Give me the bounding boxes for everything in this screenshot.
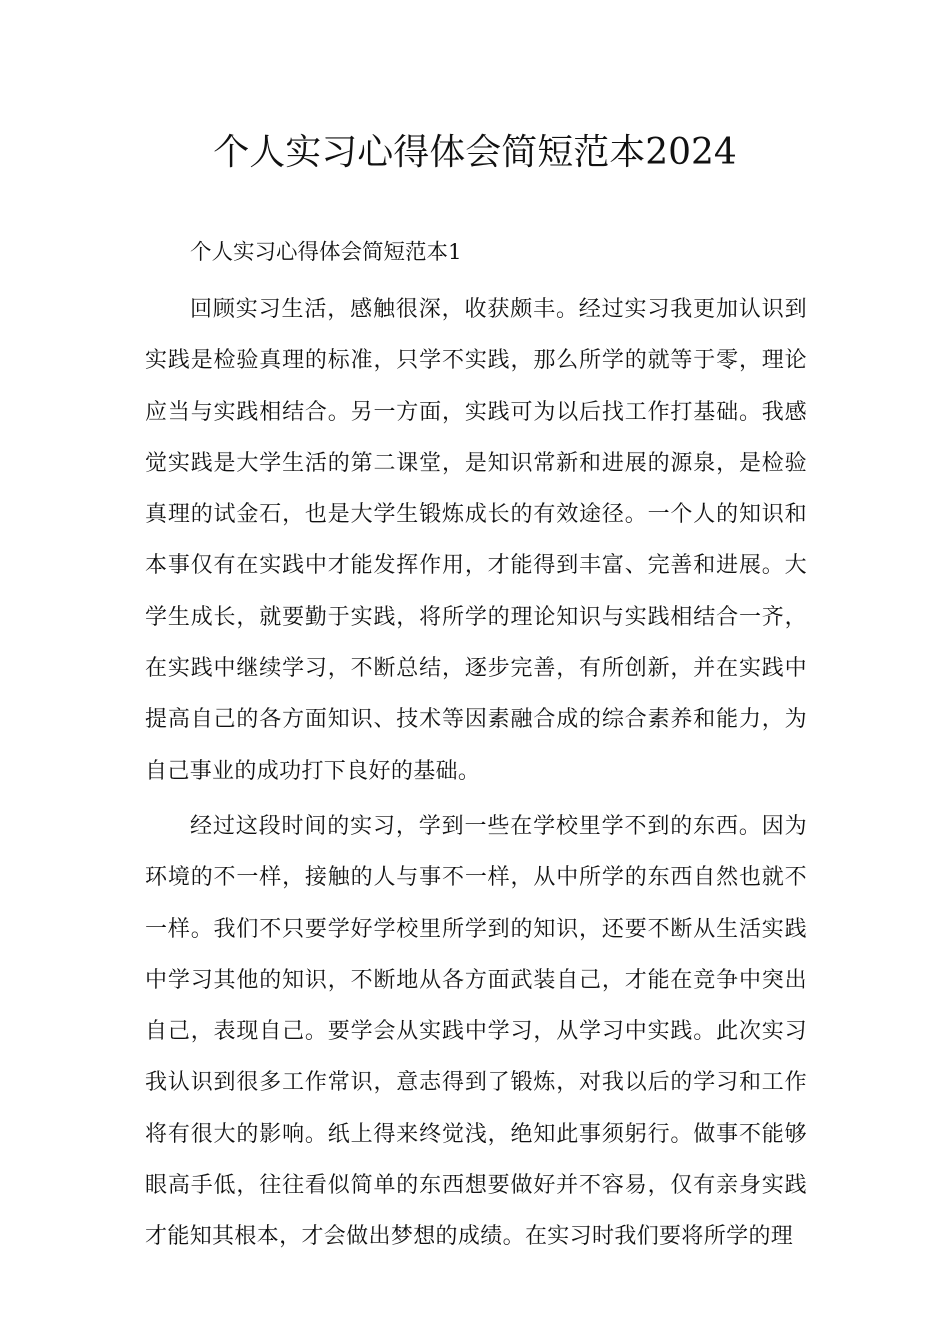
document-body xyxy=(145,232,807,1263)
section-heading: 个人实习心得体会简短范本1 xyxy=(190,240,462,265)
paragraph-1: 回顾实习生活，感触很深，收获颇丰。经过实习我更加认识到实践是检验真理的标准，只学不实践，那么所学的就等于零，理论应当与实践相结合。另一方面，实践可为以后找工作打基础。我感觉实践是大学生活的第二课堂，是知识常新和进展的源泉，是检验真理的试金石，也是大学生锻炼成长的有效途径。一个人的知识和本事仅有在实践中才能发挥作用，才能得到丰富、完善和进展。大学生成长，就要勤于实践，将所学的理论知识与实践相结合一齐，在实践中继续学习，不断总结，逐步完善，有所创新，并在实践中提高自己的各方面知识、技术等因素融合成的综合素养和能力，为自己事业的成功打下良好的基础。 xyxy=(145,297,807,784)
document-title: 个人实习心得体会简短范本2024 xyxy=(213,132,737,173)
paragraph-2: 经过这段时间的实习，学到一些在学校里学不到的东西。因为环境的不一样，接触的人与事不一样，从中所学的东西自然也就不一样。我们不只要学好学校里所学到的知识，还要不断从生活实践中学习其他的知识，不断地从各方面武装自己，才能在竞争中突出自己，表现自己。要学会从实践中学习，从学习中实践。此次实习我认识到很多工作常识，意志得到了锻炼，对我以后的学习和工作将有很大的影响。纸上得来终觉浅，绝知此事须躬行。做事不能够眼高手低，往往看似简单的东西想要做好并不容易，仅有亲身实践才能知其根本，才会做出梦想的成绩。在实习时我们要将所学的理 xyxy=(145,813,807,1250)
